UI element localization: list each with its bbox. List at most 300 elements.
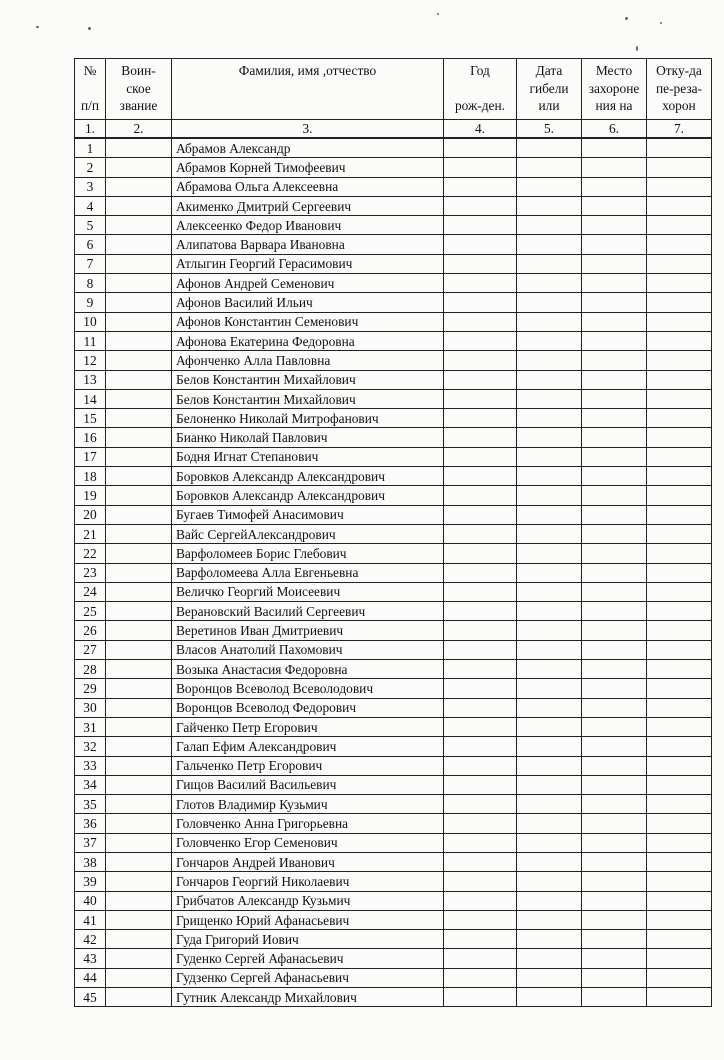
burial-place-cell xyxy=(582,158,647,177)
full-name-cell: Бугаев Тимофей Анасимович xyxy=(172,505,444,524)
row-number: 33 xyxy=(75,756,106,775)
header-text: Место xyxy=(595,63,633,78)
rank-cell xyxy=(106,814,172,833)
full-name-cell: Головченко Анна Григорьевна xyxy=(172,814,444,833)
burial-place-cell xyxy=(582,640,647,659)
birth-year-cell xyxy=(444,254,517,273)
reburied-from-cell xyxy=(647,428,712,447)
row-number: 21 xyxy=(75,524,106,543)
row-number: 25 xyxy=(75,602,106,621)
burial-place-cell xyxy=(582,177,647,196)
row-number: 15 xyxy=(75,409,106,428)
death-date-cell xyxy=(517,216,582,235)
reburied-from-cell xyxy=(647,602,712,621)
birth-year-cell xyxy=(444,177,517,196)
row-number: 30 xyxy=(75,698,106,717)
rank-cell xyxy=(106,331,172,350)
full-name-cell: Алипатова Варвара Ивановна xyxy=(172,235,444,254)
header-text: рож-ден. xyxy=(454,97,506,113)
rank-cell xyxy=(106,274,172,293)
reburied-from-cell xyxy=(647,447,712,466)
rank-cell xyxy=(106,660,172,679)
burial-place-cell xyxy=(582,660,647,679)
table-row xyxy=(75,177,712,196)
burial-place-cell xyxy=(582,698,647,717)
rank-cell xyxy=(106,370,172,389)
row-number: 35 xyxy=(75,795,106,814)
reburied-from-cell xyxy=(647,158,712,177)
birth-year-cell xyxy=(444,582,517,601)
death-date-cell xyxy=(517,409,582,428)
reburied-from-cell xyxy=(647,795,712,814)
full-name-cell: Гуденко Сергей Афанасьевич xyxy=(172,949,444,968)
burial-place-cell xyxy=(582,486,647,505)
reburied-from-cell xyxy=(647,254,712,273)
row-number: 19 xyxy=(75,486,106,505)
full-name-cell: Афонов Василий Ильич xyxy=(172,293,444,312)
birth-year-cell xyxy=(444,428,517,447)
rank-cell xyxy=(106,795,172,814)
death-date-cell xyxy=(517,447,582,466)
reburied-from-cell xyxy=(647,775,712,794)
birth-year-cell xyxy=(444,158,517,177)
full-name-cell: Веретинов Иван Дмитриевич xyxy=(172,621,444,640)
rank-cell xyxy=(106,698,172,717)
header-text: Дата xyxy=(535,63,563,78)
header-number xyxy=(75,59,106,120)
row-number: 23 xyxy=(75,563,106,582)
row-number: 1 xyxy=(75,138,106,158)
full-name-cell: Верановский Василий Сергеевич xyxy=(172,602,444,621)
rank-cell xyxy=(106,428,172,447)
birth-year-cell xyxy=(444,795,517,814)
reburied-from-cell xyxy=(647,293,712,312)
death-date-cell xyxy=(517,563,582,582)
table-row xyxy=(75,486,712,505)
full-name-cell: Гончаров Андрей Иванович xyxy=(172,852,444,871)
table-row xyxy=(75,737,712,756)
burial-place-cell xyxy=(582,235,647,254)
death-date-cell xyxy=(517,370,582,389)
full-name-cell: Грибчатов Александр Кузьмич xyxy=(172,891,444,910)
row-number: 36 xyxy=(75,814,106,833)
burial-place-cell xyxy=(582,737,647,756)
death-date-cell xyxy=(517,389,582,408)
full-name-cell: Власов Анатолий Пахомович xyxy=(172,640,444,659)
full-name-cell: Афонов Константин Семенович xyxy=(172,312,444,331)
birth-year-cell xyxy=(444,486,517,505)
reburied-from-cell xyxy=(647,968,712,987)
full-name-cell: Гайченко Петр Егорович xyxy=(172,717,444,736)
burial-place-cell xyxy=(582,968,647,987)
rank-cell xyxy=(106,409,172,428)
death-date-cell xyxy=(517,660,582,679)
scan-speck xyxy=(437,13,439,15)
column-number: 3. xyxy=(172,120,444,139)
birth-year-cell xyxy=(444,891,517,910)
full-name-cell: Абрамов Александр xyxy=(172,138,444,158)
burial-place-cell xyxy=(582,274,647,293)
rank-cell xyxy=(106,737,172,756)
reburied-from-cell xyxy=(647,409,712,428)
table-row xyxy=(75,640,712,659)
row-number: 40 xyxy=(75,891,106,910)
reburied-from-cell xyxy=(647,621,712,640)
burial-place-cell xyxy=(582,331,647,350)
death-date-cell xyxy=(517,486,582,505)
death-date-cell xyxy=(517,775,582,794)
burial-place-cell xyxy=(582,679,647,698)
rank-cell xyxy=(106,563,172,582)
birth-year-cell xyxy=(444,949,517,968)
reburied-from-cell xyxy=(647,717,712,736)
header-text: ское xyxy=(126,80,151,96)
row-number: 45 xyxy=(75,988,106,1007)
row-number: 31 xyxy=(75,717,106,736)
death-date-cell xyxy=(517,852,582,871)
birth-year-cell xyxy=(444,660,517,679)
reburied-from-cell xyxy=(647,852,712,871)
header-burial-place xyxy=(582,59,647,120)
birth-year-cell xyxy=(444,910,517,929)
table-row xyxy=(75,717,712,736)
death-date-cell xyxy=(517,737,582,756)
header-full-name xyxy=(172,59,444,120)
reburied-from-cell xyxy=(647,505,712,524)
reburied-from-cell xyxy=(647,833,712,852)
birth-year-cell xyxy=(444,563,517,582)
table-row xyxy=(75,814,712,833)
birth-year-cell xyxy=(444,370,517,389)
rank-cell xyxy=(106,447,172,466)
reburied-from-cell xyxy=(647,988,712,1007)
table-row xyxy=(75,698,712,717)
header-text: ния на xyxy=(595,98,633,113)
header-row xyxy=(75,59,712,120)
table-row xyxy=(75,312,712,331)
full-name-cell: Варфоломеева Алла Евгеньевна xyxy=(172,563,444,582)
death-date-cell xyxy=(517,679,582,698)
table-row xyxy=(75,891,712,910)
burial-place-cell xyxy=(582,447,647,466)
birth-year-cell xyxy=(444,505,517,524)
burial-place-cell xyxy=(582,293,647,312)
reburied-from-cell xyxy=(647,930,712,949)
rank-cell xyxy=(106,582,172,601)
scan-speck xyxy=(660,22,662,24)
table-row xyxy=(75,254,712,273)
header-text: п/п xyxy=(80,97,100,113)
column-number: 5. xyxy=(517,120,582,139)
full-name-cell: Воронцов Всеволод Федорович xyxy=(172,698,444,717)
rank-cell xyxy=(106,930,172,949)
full-name-cell: Головченко Егор Семенович xyxy=(172,833,444,852)
full-name-cell: Воронцов Всеволод Всеволодович xyxy=(172,679,444,698)
death-date-cell xyxy=(517,717,582,736)
death-date-cell xyxy=(517,467,582,486)
table-row xyxy=(75,988,712,1007)
reburied-from-cell xyxy=(647,274,712,293)
column-number: 6. xyxy=(582,120,647,139)
burial-place-cell xyxy=(582,891,647,910)
birth-year-cell xyxy=(444,467,517,486)
death-date-cell xyxy=(517,254,582,273)
column-number: 4. xyxy=(444,120,517,139)
row-number: 26 xyxy=(75,621,106,640)
reburied-from-cell xyxy=(647,235,712,254)
table-row xyxy=(75,795,712,814)
full-name-cell: Гищов Василий Васильевич xyxy=(172,775,444,794)
death-date-cell xyxy=(517,177,582,196)
death-date-cell xyxy=(517,621,582,640)
header-rank xyxy=(106,59,172,120)
death-date-cell xyxy=(517,698,582,717)
table-row xyxy=(75,910,712,929)
row-number: 17 xyxy=(75,447,106,466)
reburied-from-cell xyxy=(647,331,712,350)
burial-place-cell xyxy=(582,409,647,428)
rank-cell xyxy=(106,602,172,621)
death-date-cell xyxy=(517,988,582,1007)
full-name-cell: Афонченко Алла Павловна xyxy=(172,351,444,370)
birth-year-cell xyxy=(444,602,517,621)
header-text: или xyxy=(538,98,560,113)
column-number-row xyxy=(75,120,712,139)
rank-cell xyxy=(106,544,172,563)
death-date-cell xyxy=(517,833,582,852)
header-text: Отку-да xyxy=(656,63,702,78)
full-name-cell: Бианко Николай Павлович xyxy=(172,428,444,447)
row-number: 6 xyxy=(75,235,106,254)
header-death-date xyxy=(517,59,582,120)
burial-place-cell xyxy=(582,814,647,833)
full-name-cell: Гончаров Георгий Николаевич xyxy=(172,872,444,891)
birth-year-cell xyxy=(444,196,517,215)
row-number: 22 xyxy=(75,544,106,563)
burial-place-cell xyxy=(582,254,647,273)
reburied-from-cell xyxy=(647,544,712,563)
death-date-cell xyxy=(517,293,582,312)
row-number: 41 xyxy=(75,910,106,929)
table-row xyxy=(75,524,712,543)
birth-year-cell xyxy=(444,389,517,408)
death-date-cell xyxy=(517,331,582,350)
birth-year-cell xyxy=(444,621,517,640)
row-number: 2 xyxy=(75,158,106,177)
reburied-from-cell xyxy=(647,872,712,891)
burial-place-cell xyxy=(582,582,647,601)
burial-place-cell xyxy=(582,563,647,582)
header-text: Воин- xyxy=(121,63,156,78)
reburied-from-cell xyxy=(647,486,712,505)
burial-place-cell xyxy=(582,370,647,389)
burial-place-cell xyxy=(582,196,647,215)
table-row xyxy=(75,389,712,408)
full-name-cell: Грищенко Юрий Афанасьевич xyxy=(172,910,444,929)
full-name-cell: Гутник Александр Михайлович xyxy=(172,988,444,1007)
full-name-cell: Боровков Александр Александрович xyxy=(172,486,444,505)
header-text: № xyxy=(83,63,97,78)
full-name-cell: Белов Константин Михайлович xyxy=(172,370,444,389)
rank-cell xyxy=(106,640,172,659)
birth-year-cell xyxy=(444,737,517,756)
row-number: 34 xyxy=(75,775,106,794)
burial-place-cell xyxy=(582,910,647,929)
burial-place-cell xyxy=(582,717,647,736)
death-date-cell xyxy=(517,795,582,814)
death-date-cell xyxy=(517,312,582,331)
table-row xyxy=(75,235,712,254)
death-date-cell xyxy=(517,158,582,177)
full-name-cell: Абрамова Ольга Алексеевна xyxy=(172,177,444,196)
row-number: 12 xyxy=(75,351,106,370)
column-number: 1. xyxy=(75,120,106,139)
reburied-from-cell xyxy=(647,910,712,929)
rank-cell xyxy=(106,775,172,794)
table-row xyxy=(75,968,712,987)
table-row xyxy=(75,563,712,582)
rank-cell xyxy=(106,177,172,196)
rank-cell xyxy=(106,351,172,370)
burial-place-cell xyxy=(582,621,647,640)
rank-cell xyxy=(106,852,172,871)
table-row xyxy=(75,949,712,968)
full-name-cell: Галап Ефим Александрович xyxy=(172,737,444,756)
full-name-cell: Акименко Дмитрий Сергеевич xyxy=(172,196,444,215)
burial-place-cell xyxy=(582,312,647,331)
full-name-cell: Варфоломеев Борис Глебович xyxy=(172,544,444,563)
table-row xyxy=(75,872,712,891)
header-text: пе-реза- xyxy=(655,80,703,96)
table-row xyxy=(75,293,712,312)
row-number: 18 xyxy=(75,467,106,486)
burial-place-cell xyxy=(582,930,647,949)
rank-cell xyxy=(106,235,172,254)
table-row xyxy=(75,467,712,486)
rank-cell xyxy=(106,389,172,408)
rank-cell xyxy=(106,293,172,312)
table-row xyxy=(75,138,712,158)
row-number: 39 xyxy=(75,872,106,891)
full-name-cell: Афонов Андрей Семенович xyxy=(172,274,444,293)
reburied-from-cell xyxy=(647,138,712,158)
row-number: 42 xyxy=(75,930,106,949)
birth-year-cell xyxy=(444,351,517,370)
header-reburied-from xyxy=(647,59,712,120)
full-name-cell: Величко Георгий Моисеевич xyxy=(172,582,444,601)
full-name-cell: Афонова Екатерина Федоровна xyxy=(172,331,444,350)
table-row xyxy=(75,660,712,679)
death-date-cell xyxy=(517,872,582,891)
scan-speck xyxy=(88,27,91,30)
burial-place-cell xyxy=(582,988,647,1007)
reburied-from-cell xyxy=(647,949,712,968)
row-number: 14 xyxy=(75,389,106,408)
table-row xyxy=(75,351,712,370)
reburied-from-cell xyxy=(647,351,712,370)
rank-cell xyxy=(106,621,172,640)
reburied-from-cell xyxy=(647,370,712,389)
header-text: гибели xyxy=(529,80,569,96)
table-row xyxy=(75,756,712,775)
row-number: 9 xyxy=(75,293,106,312)
birth-year-cell xyxy=(444,814,517,833)
death-date-cell xyxy=(517,756,582,775)
death-date-cell xyxy=(517,949,582,968)
table-row xyxy=(75,196,712,215)
reburied-from-cell xyxy=(647,177,712,196)
row-number: 3 xyxy=(75,177,106,196)
rank-cell xyxy=(106,756,172,775)
header-text: Год xyxy=(470,63,490,78)
rank-cell xyxy=(106,216,172,235)
header-text: захороне xyxy=(588,80,640,96)
rank-cell xyxy=(106,254,172,273)
table-row xyxy=(75,544,712,563)
table-row xyxy=(75,852,712,871)
full-name-cell: Алексеенко Федор Иванович xyxy=(172,216,444,235)
rank-cell xyxy=(106,968,172,987)
birth-year-cell xyxy=(444,930,517,949)
table-row xyxy=(75,331,712,350)
rank-cell xyxy=(106,505,172,524)
death-date-cell xyxy=(517,582,582,601)
death-date-cell xyxy=(517,602,582,621)
reburied-from-cell xyxy=(647,698,712,717)
table-row xyxy=(75,621,712,640)
row-number: 43 xyxy=(75,949,106,968)
rank-cell xyxy=(106,910,172,929)
burial-place-cell xyxy=(582,833,647,852)
table-row xyxy=(75,505,712,524)
full-name-cell: Белов Константин Михайлович xyxy=(172,389,444,408)
rank-cell xyxy=(106,524,172,543)
row-number: 20 xyxy=(75,505,106,524)
death-date-cell xyxy=(517,968,582,987)
table-row xyxy=(75,428,712,447)
rank-cell xyxy=(106,467,172,486)
burial-place-cell xyxy=(582,852,647,871)
reburied-from-cell xyxy=(647,216,712,235)
header-text: звание xyxy=(119,98,158,113)
reburied-from-cell xyxy=(647,467,712,486)
rank-cell xyxy=(106,949,172,968)
burial-place-cell xyxy=(582,216,647,235)
rank-cell xyxy=(106,196,172,215)
reburied-from-cell xyxy=(647,524,712,543)
death-date-cell xyxy=(517,544,582,563)
burial-place-cell xyxy=(582,544,647,563)
full-name-cell: Гуда Григорий Иович xyxy=(172,930,444,949)
birth-year-cell xyxy=(444,698,517,717)
reburied-from-cell xyxy=(647,563,712,582)
burial-place-cell xyxy=(582,389,647,408)
rank-cell xyxy=(106,988,172,1007)
table-row xyxy=(75,582,712,601)
scan-speck xyxy=(636,46,638,51)
death-date-cell xyxy=(517,351,582,370)
row-number: 7 xyxy=(75,254,106,273)
table-row xyxy=(75,447,712,466)
row-number: 4 xyxy=(75,196,106,215)
burial-place-cell xyxy=(582,505,647,524)
birth-year-cell xyxy=(444,216,517,235)
table-row xyxy=(75,833,712,852)
death-date-cell xyxy=(517,274,582,293)
table-row xyxy=(75,370,712,389)
birth-year-cell xyxy=(444,235,517,254)
table-row xyxy=(75,158,712,177)
